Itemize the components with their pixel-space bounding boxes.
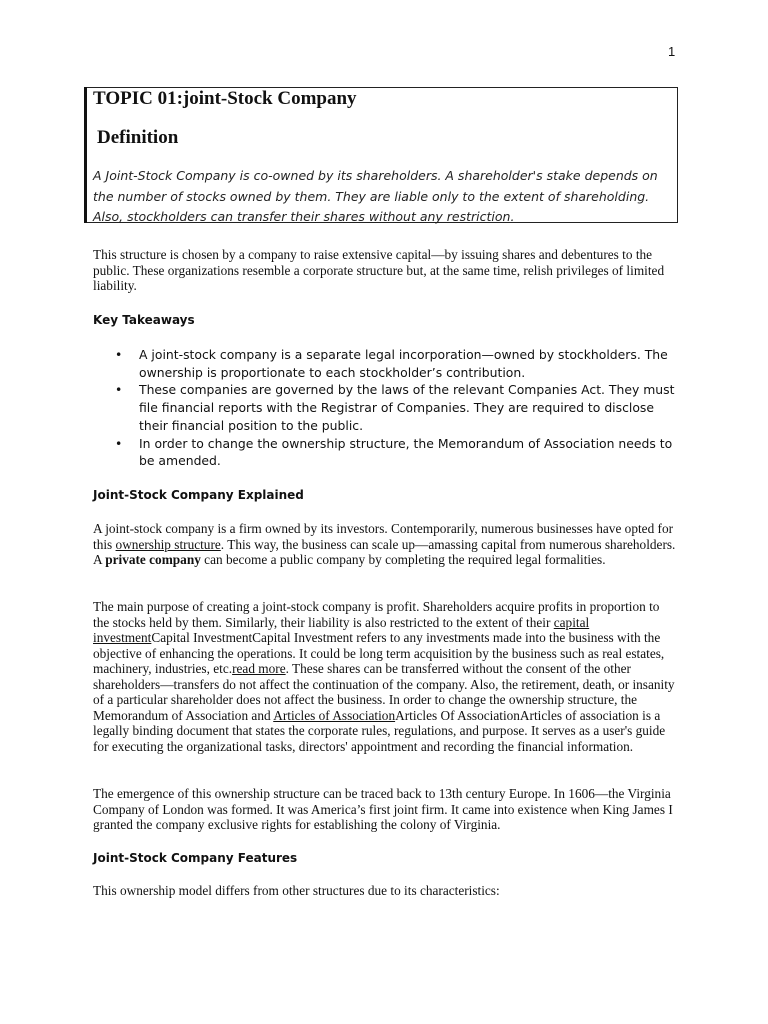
bullet-icon: • bbox=[115, 382, 123, 398]
list-item bbox=[93, 435, 678, 470]
text-run: . This way, the business can scale up—amassing capital from numerous shareholders. A bbox=[93, 536, 676, 567]
text-run: Articles Of AssociationArticles of association is a legally binding document that states the corporate rules, regulations, and purpose. It serves as a user's guide for executing the organizational tasks, directors' appointment and recording the financial information. bbox=[93, 707, 666, 754]
features-heading: Joint-Stock Company Features bbox=[93, 851, 298, 865]
list-item-text: These companies are governed by the laws of the relevant Companies Act. They must file financial reports with the Registrar of Companies. They are required to disclose their financial position to the public. bbox=[139, 382, 675, 433]
text-run: . These shares can be transferred without the consent of the other shareholders—transfers do not affect the continuation of the company. Also, the retirement, death, or insanity of a particular shareholder does not affect the business. In order to change the ownership structure, the Memorandum of Association and bbox=[93, 661, 675, 723]
bullet-icon: • bbox=[115, 435, 123, 451]
list-item-text: A joint-stock company is a separate legal incorporation—owned by stockholders. The ownership is proportionate to each stockholder’s contribution. bbox=[139, 347, 668, 380]
list-item bbox=[93, 381, 678, 434]
key-takeaways-list bbox=[93, 346, 678, 470]
explained-paragraph-1 bbox=[93, 521, 678, 568]
text-run: Capital InvestmentCapital Investment refers to any investments made into the business with the objective of enhancing the operations. It could be long term acquisition by the business such as real estates, machinery, industries, etc. bbox=[93, 630, 665, 676]
explained-paragraph-2 bbox=[93, 599, 678, 754]
articles-of-association-link[interactable]: Articles of Association bbox=[273, 707, 396, 723]
ownership-structure-link[interactable]: ownership structure bbox=[115, 536, 221, 552]
text-run: The main purpose of creating a joint-stock company is profit. Shareholders acquire profits in proportion to the stocks held by them. Similarly, their liability is also restricted to the extent of their bbox=[93, 599, 660, 630]
private-company-bold: private company bbox=[105, 552, 201, 567]
features-intro: This ownership model differs from other structures due to its characteristics: bbox=[93, 883, 500, 898]
explained-paragraph-3: The emergence of this ownership structure can be traced back to 13th century Europe. In 1606—the Virginia Company of London was formed. It was America’s first joint firm. It came into existence when King James I granted the company exclusive rights for establishing the colony of Virginia. bbox=[93, 786, 673, 832]
key-takeaways-heading: Key Takeaways bbox=[93, 313, 195, 327]
list-item bbox=[93, 346, 678, 381]
list-item-text: In order to change the ownership structure, the Memorandum of Association needs to be amended. bbox=[139, 435, 673, 469]
definition-text: A Joint-Stock Company is co-owned by its shareholders. A shareholder's stake depends on the number of stocks owned by them. They are liable only to the extent of shareholding. Also, stockholders can transfer their shares without any restriction. bbox=[93, 168, 658, 224]
capital-investment-link[interactable]: capital investment bbox=[93, 614, 590, 645]
page-number: 1 bbox=[668, 44, 676, 59]
definition-heading: Definition bbox=[97, 127, 179, 148]
explained-heading: Joint-Stock Company Explained bbox=[93, 488, 304, 502]
bullet-icon: • bbox=[115, 347, 123, 362]
text-run: can become a public company by completing the required legal formalities. bbox=[200, 552, 606, 567]
page-title: TOPIC 01:joint-Stock Company bbox=[93, 88, 357, 109]
read-more-link[interactable]: read more bbox=[232, 661, 286, 676]
intro-paragraph: This structure is chosen by a company to raise extensive capital—by issuing shares and debentures to the public. These organizations resemble a corporate structure but, at the same time, relish privileges of limited liability. bbox=[93, 247, 665, 293]
text-run: A joint-stock company is a firm owned by its investors. Contemporarily, numerous businesses have opted for this bbox=[93, 521, 674, 552]
